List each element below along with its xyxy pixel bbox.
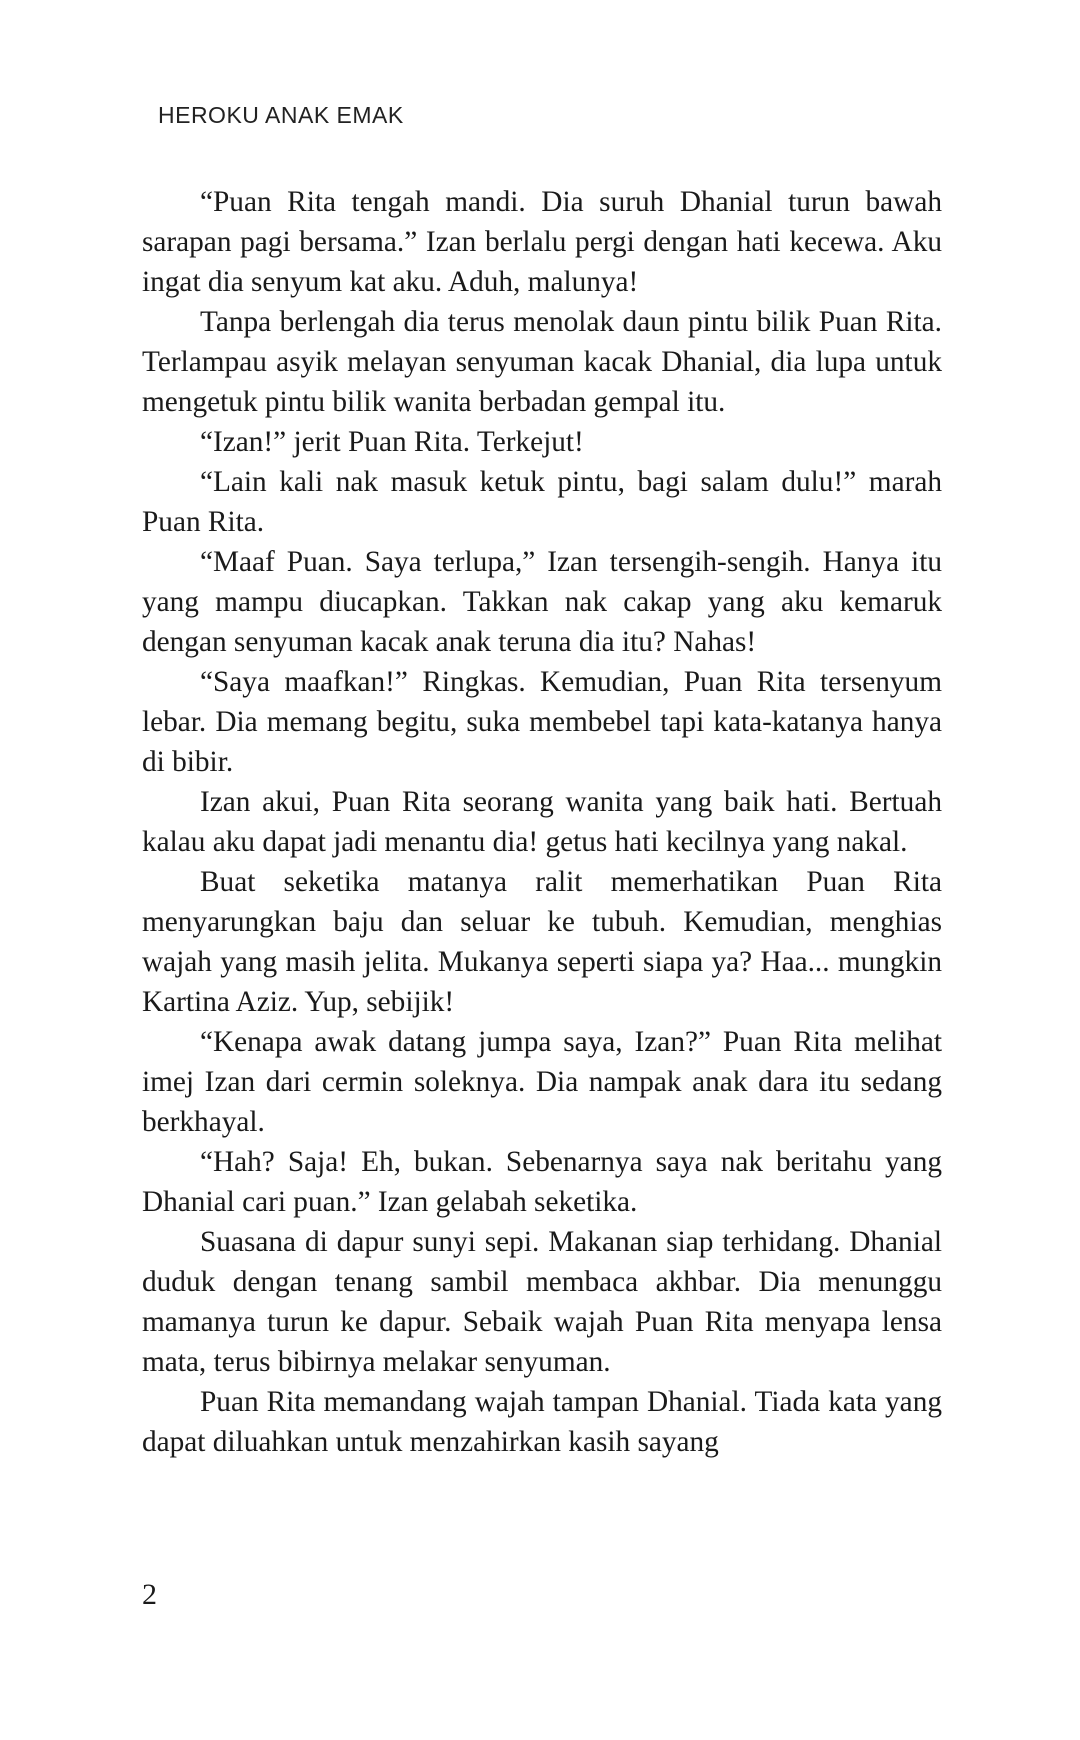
body-text xyxy=(142,182,942,1462)
running-header: HEROKU ANAK EMAK xyxy=(158,102,404,128)
paragraph: “Lain kali nak masuk ketuk pintu, bagi salam dulu!” marah Puan Rita. xyxy=(142,466,942,538)
paragraph: “Kenapa awak datang jumpa saya, Izan?” Puan Rita melihat imej Izan dari cermin soleknya. Dia nampak anak dara itu sedang berkhayal. xyxy=(142,1026,942,1138)
paragraph: “Hah? Saja! Eh, bukan. Sebenarnya saya nak beritahu yang Dhanial cari puan.” Izan gelabah seketika. xyxy=(142,1146,942,1218)
paragraph: Izan akui, Puan Rita seorang wanita yang baik hati. Bertuah kalau aku dapat jadi menantu dia! getus hati kecilnya yang nakal. xyxy=(142,786,942,858)
paragraph: “Maaf Puan. Saya terlupa,” Izan tersengih-sengih. Hanya itu yang mampu diucapkan. Takkan nak cakap yang aku kemaruk dengan senyuman kacak anak teruna dia itu? Nahas! xyxy=(142,546,942,658)
paragraph: Suasana di dapur sunyi sepi. Makanan siap terhidang. Dhanial duduk dengan tenang sambil membaca akhbar. Dia menunggu mamanya turun ke dapur. Sebaik wajah Puan Rita menyapa lensa mata, terus bibirnya melakar senyuman. xyxy=(142,1226,942,1378)
paragraph: Buat seketika matanya ralit memerhatikan Puan Rita menyarungkan baju dan seluar ke tubuh. Kemudian, menghias wajah yang masih jelita. Mukanya seperti siapa ya? Haa... mungkin Kartina Aziz. Yup, sebijik! xyxy=(142,866,942,1018)
paragraph: “Puan Rita tengah mandi. Dia suruh Dhanial turun bawah sarapan pagi bersama.” Izan berlalu pergi dengan hati kecewa. Aku ingat dia senyum kat aku. Aduh, malunya! xyxy=(142,186,942,298)
paragraph: “Izan!” jerit Puan Rita. Terkejut! xyxy=(200,426,584,458)
paragraph-last: Puan Rita memandang wajah tampan Dhanial. Tiada kata yang dapat diluahkan untuk menzahirkan kasih sayang xyxy=(142,1386,942,1458)
page-number: 2 xyxy=(142,1578,157,1611)
paragraph: “Saya maafkan!” Ringkas. Kemudian, Puan Rita tersenyum lebar. Dia memang begitu, suka membebel tapi kata-katanya hanya di bibir. xyxy=(142,666,942,778)
paragraph: Tanpa berlengah dia terus menolak daun pintu bilik Puan Rita. Terlampau asyik melayan senyuman kacak Dhanial, dia lupa untuk mengetuk pintu bilik wanita berbadan gempal itu. xyxy=(142,306,942,418)
